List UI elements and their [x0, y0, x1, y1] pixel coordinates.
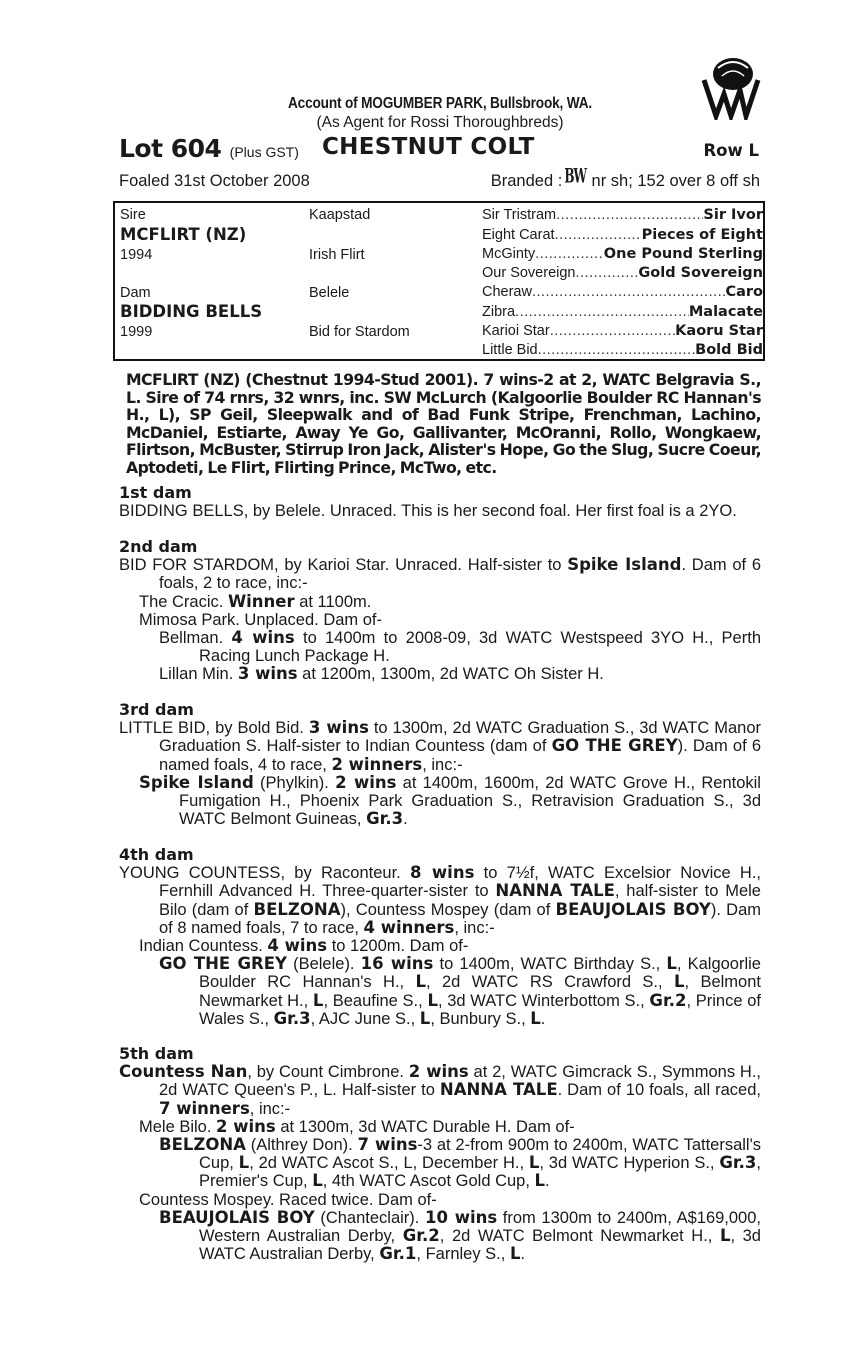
- sire-sire: Kaapstad: [309, 207, 371, 223]
- sire-summary: MCFLIRT (NZ) (Chestnut 1994-Stud 2001). 7 wins-2 at 2, WATC Belgravia S., L. Sire of 74 rnrs, 32 wnrs, inc. SW McLurch (Kalgoorlie Boulder RC Hannan's H., L), SP Geil, Sleepwalk and of Bad Funk Stripe, Frenchman, Lachino, McDaniel, Estiarte, Away Ye Go, Gallivanter, McOranni, Rollo, Wongkaew, Flirtson, McBuster, Stirrup Iron Jack, Alister's Hope, Go the Slug, Sucre Coeur, Aptodeti, Le Flirt, Flirting Prince, McTwo, etc.: [126, 370, 761, 477]
- sire-name: MCFLIRT (NZ): [120, 225, 247, 244]
- gst-note: (Plus GST): [229, 144, 299, 160]
- progeny-entry: The Cracic. Winner at 1100m.: [139, 591, 372, 611]
- third-dam-section: [119, 701, 761, 828]
- vendor-account: Account of MOGUMBER PARK, Bullsbrook, WA.: [288, 95, 592, 112]
- row-label: Row L: [703, 141, 759, 160]
- progeny-entry: Mele Bilo. 2 wins at 1300m, 3d WATC Durable H. Dam of-: [139, 1116, 575, 1136]
- fourth-dam-section: [119, 846, 761, 1028]
- grandparent-row: Our Sovereign ..... Gold Sovereign: [482, 264, 763, 283]
- dam-dam: Bid for Stardom: [309, 324, 410, 340]
- section-heading: 1st dam: [119, 483, 192, 502]
- sire-dam: Irish Flirt: [309, 247, 365, 263]
- grandparent-row: Karioi Star ..... Kaoru Star: [482, 322, 763, 341]
- dam-name: BIDDING BELLS: [120, 302, 263, 321]
- section-heading: 5th dam: [119, 1044, 194, 1063]
- grandparent-row: Zibra ..... Malacate: [482, 303, 763, 322]
- dam-paragraph: LITTLE BID, by Bold Bid. 3 wins to 1300m, 2d WATC Graduation S., 3d WATC Manor Graduation S. Half-sister to Indian Countess (dam of GO THE GREY). Dam of 6 named foals, 4 to race, 2 winners, inc:-: [119, 718, 761, 774]
- horse-description: CHESTNUT COLT: [322, 134, 535, 160]
- grandparent-row: Eight Carat ..... Pieces of Eight: [482, 226, 763, 245]
- lot-header: [119, 134, 761, 164]
- section-heading: 4th dam: [119, 845, 194, 864]
- progeny-entry: Bellman. 4 wins to 1400m to 2008-09, 3d WATC Westspeed 3YO H., Perth Racing Lunch Package H.: [159, 628, 761, 666]
- grandparent-row: Sir Tristram ..... Sir Ivor: [482, 206, 763, 225]
- vendor-agent: (As Agent for Rossi Thoroughbreds): [316, 114, 564, 131]
- grandparent-row: Little Bid ..... Bold Bid: [482, 341, 763, 360]
- progeny-entry: Mimosa Park. Unplaced. Dam of-: [139, 610, 382, 629]
- grandparent-row: Cheraw ..... Caro: [482, 283, 763, 302]
- dam-label: Dam: [120, 285, 151, 301]
- progeny-entry: Lillan Min. 3 wins at 1200m, 1300m, 2d WATC Oh Sister H.: [159, 664, 604, 684]
- dam-year: 1999: [120, 324, 153, 340]
- sire-label: Sire: [120, 207, 146, 223]
- first-dam-section: [119, 484, 761, 520]
- pedigree-table: [113, 201, 765, 361]
- section-heading: 2nd dam: [119, 537, 198, 556]
- dam-sire: Belele: [309, 285, 350, 301]
- progeny-entry: Countess Mospey. Raced twice. Dam of-: [139, 1190, 437, 1209]
- progeny-entry: GO THE GREY (Belele). 16 wins to 1400m, WATC Birthday S., L, Kalgoorlie Boulder RC Hannan's H., L, 2d WATC RS Crawford S., L, Belmont Newmarket H., L, Beaufine S., L, 3d WATC Winterbottom S., Gr.2, Prince of Wales S., Gr.3, AJC June S., L, Bunbury S., L.: [159, 954, 761, 1028]
- progeny-entry: Spike Island (Phylkin). 2 wins at 1400m, 1600m, 2d WATC Grove H., Rentokil Fumigation H., Phoenix Park Graduation S., Retravision Graduation S., 3d WATC Belmont Guineas, Gr.3.: [139, 772, 761, 829]
- fifth-dam-section: [119, 1045, 761, 1263]
- brand-mark-icon: BW: [564, 164, 586, 188]
- progeny-entry: BELZONA (Althrey Don). 7 wins-3 at 2-from 900m to 2400m, WATC Tattersall's Cup, L, 2d WATC Ascot S., L, December H., L, 3d WATC Hyperion S., Gr.3, Premier's Cup, L, 4th WATC Ascot Gold Cup, L.: [159, 1135, 761, 1191]
- second-dam-section: [119, 538, 761, 684]
- sire-year: 1994: [120, 247, 153, 263]
- foaled-date: Foaled 31st October 2008: [119, 172, 310, 190]
- section-heading: 3rd dam: [119, 700, 194, 719]
- brand-info: Branded : BW nr sh; 152 over 8 off sh: [490, 164, 760, 190]
- dam-paragraph: YOUNG COUNTESS, by Raconteur. 8 wins to 7½f, WATC Excelsior Novice H., Fernhill Advanced H. Three-quarter-sister to NANNA TALE, half-sister to Mele Bilo (dam of BELZONA), Countess Mospey (dam of BEAUJOLAIS BOY). Dam of 8 named foals, 7 to race, 4 winners, inc:-: [119, 863, 761, 937]
- dam-paragraph: Countess Nan, by Count Cimbrone. 2 wins at 2, WATC Gimcrack S., Symmons H., 2d WATC Queen's P., L. Half-sister to NANNA TALE. Dam of 10 foals, all raced, 7 winners, inc:-: [119, 1062, 761, 1118]
- dam-paragraph: BIDDING BELLS, by Belele. Unraced. This is her second foal. Her first foal is a 2YO.: [119, 502, 737, 521]
- grandparent-row: McGinty ..... One Pound Sterling: [482, 245, 763, 264]
- dam-paragraph: BID FOR STARDOM, by Karioi Star. Unraced. Half-sister to Spike Island. Dam of 6 foals, 2 to race, inc:-: [119, 555, 761, 593]
- progeny-entry: Indian Countess. 4 wins to 1200m. Dam of-: [139, 936, 469, 956]
- progeny-entry: BEAUJOLAIS BOY (Chanteclair). 10 wins from 1300m to 2400m, A$169,000, Western Australian Derby, Gr.2, 2d WATC Belmont Newmarket H., L, 3d WATC Australian Derby, Gr.1, Farnley S., L.: [159, 1207, 761, 1264]
- lot-number: Lot 604 (Plus GST): [119, 134, 299, 163]
